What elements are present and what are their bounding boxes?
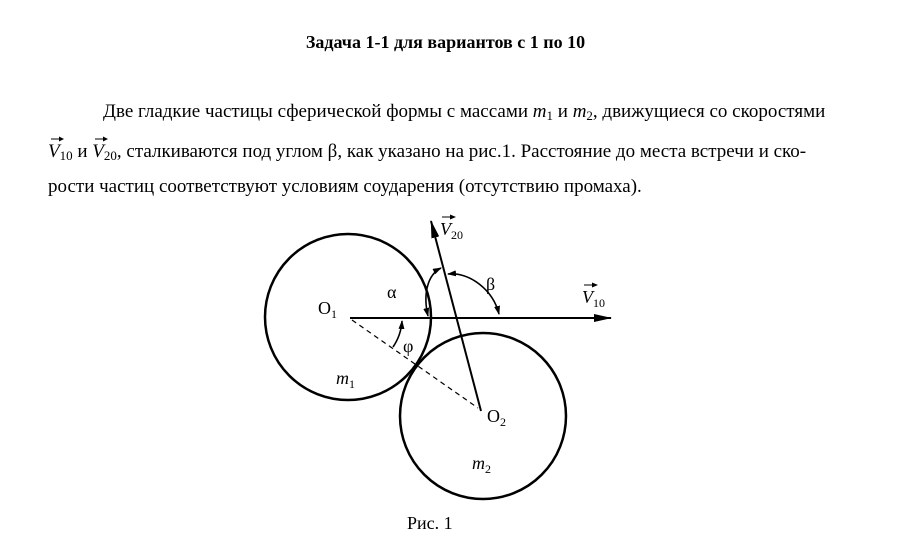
velocity-10-label — [582, 287, 605, 310]
center-2-symbol: O — [487, 406, 500, 426]
center-1-symbol: O — [318, 298, 331, 318]
velocity-20-arrow — [431, 221, 481, 411]
angle-alpha-label: α — [387, 282, 397, 302]
velocity-20-index: 20 — [451, 228, 463, 242]
velocity-20-index: 20 — [103, 148, 117, 163]
mass-1-symbol: m — [532, 101, 547, 122]
mass-2-index: 2 — [586, 108, 593, 123]
text-segment: , сталкиваются под углом β, как указано на рис.1. Расстояние до места встречи и ско- — [116, 141, 807, 162]
mass-1-symbol: m — [336, 368, 349, 388]
text-segment: и — [553, 101, 573, 122]
text-segment: , движущиеся со скоростями — [592, 101, 826, 122]
velocity-10-symbol: V — [582, 287, 593, 307]
center-2-label — [487, 406, 506, 429]
text-segment: и — [72, 141, 93, 162]
center-1-index: 1 — [331, 307, 337, 321]
angle-phi-label: φ — [403, 336, 414, 356]
center-line-dashed — [352, 320, 478, 408]
particle-2-circle — [400, 333, 566, 499]
mass-1-label — [336, 368, 355, 391]
velocity-10-index: 10 — [59, 148, 73, 163]
angle-beta-label: β — [486, 274, 496, 294]
text-segment: рости частиц соответствуют условиям соударения (отсутствию промаха). — [48, 176, 642, 197]
velocity-10-index: 10 — [593, 296, 605, 310]
center-2-index: 2 — [500, 415, 506, 429]
mass-2-symbol: m — [472, 453, 485, 473]
velocity-20-symbol: V — [440, 219, 451, 239]
mass-2-index: 2 — [485, 462, 491, 476]
angle-phi-arc — [393, 321, 402, 347]
mass-2-symbol: m — [572, 101, 587, 122]
velocity-20-symbol: V — [92, 141, 104, 162]
velocity-10-symbol: V — [48, 141, 60, 162]
problem-title: Задача 1-1 для вариантов с 1 по 10 — [305, 32, 586, 52]
mass-2-label — [472, 453, 491, 476]
velocity-20-label — [440, 219, 463, 242]
mass-1-index: 1 — [349, 377, 355, 391]
mass-1-index: 1 — [546, 108, 554, 123]
text-segment: Две гладкие частицы сферической формы с массами — [103, 101, 533, 122]
figure-caption: Рис. 1 — [407, 513, 453, 533]
center-1-label — [318, 298, 337, 321]
